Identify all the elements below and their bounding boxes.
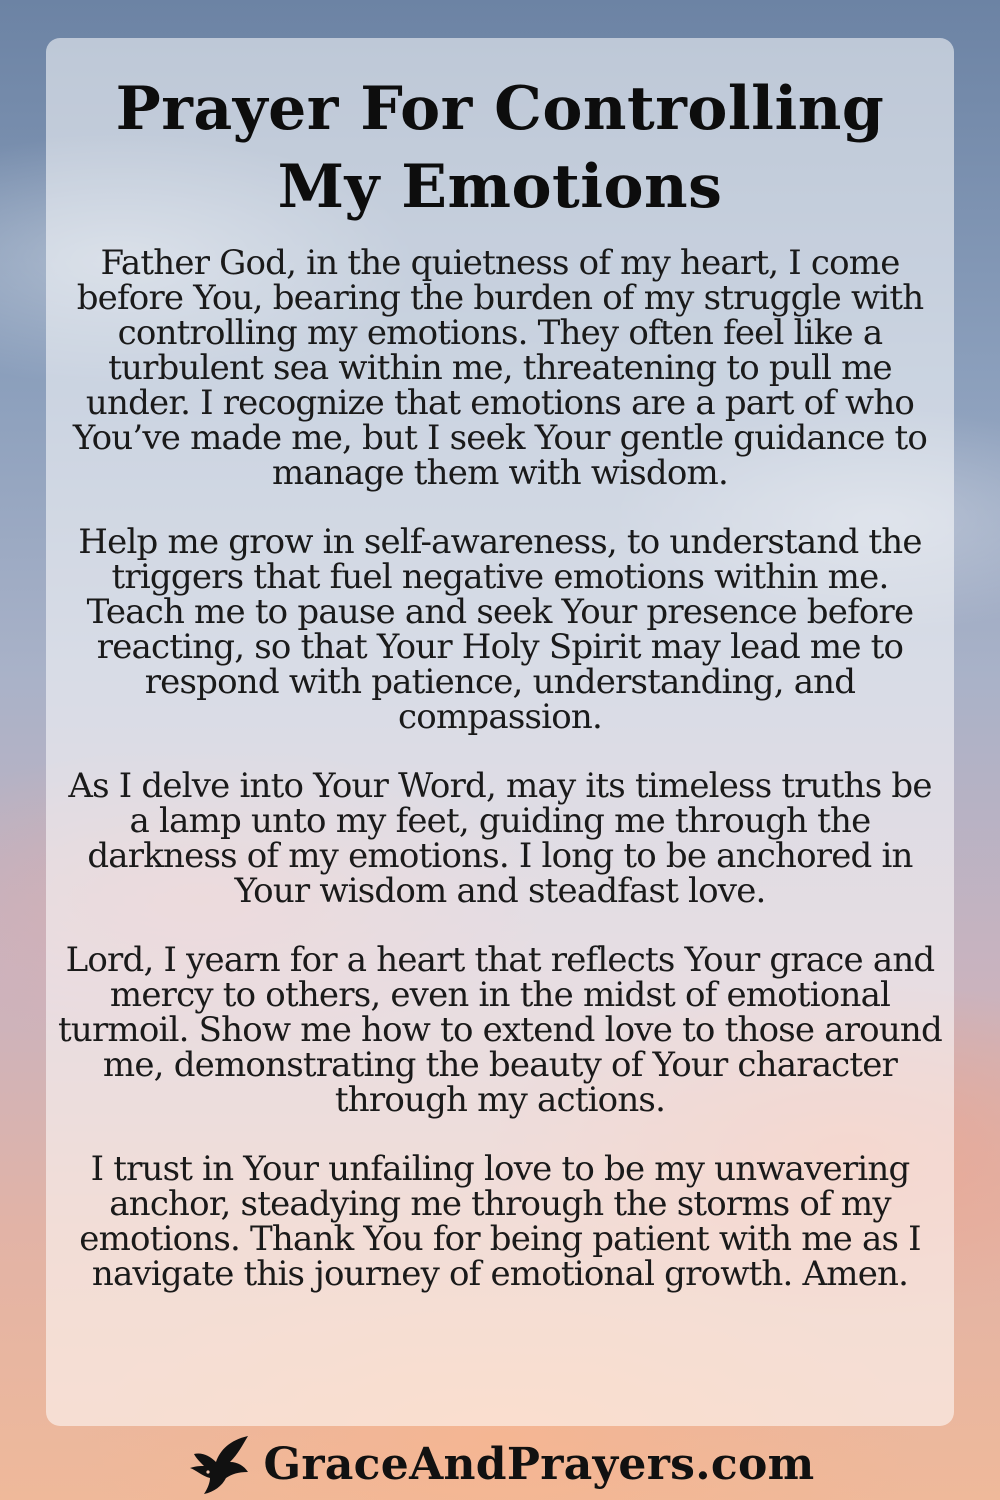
prayer-paragraph-2: Help me grow in self-awareness, to understand the triggers that fuel negative emotions within me. Teach me to pause and seek Your presence before reacting, so that Your Holy Spirit may lead me to respond with patience, understanding, and compassion. <box>78 522 922 737</box>
title-line-2: My Emotions <box>277 152 723 222</box>
title-line-1: Prayer For Controlling <box>115 74 885 144</box>
prayer-paragraph-4: Lord, I yearn for a heart that reflects Your grace and mercy to others, even in the midst of emotional turmoil. Show me how to extend love to those around me, demonstrating the beauty of Your character through my actions. <box>58 940 942 1120</box>
site-footer <box>0 1428 1000 1500</box>
page-title <box>46 70 954 226</box>
prayer-paragraph-3: As I delve into Your Word, may its timeless truths be a lamp unto my feet, guiding me through the darkness of my emotions. I long to be anchored in Your wisdom and steadfast love. <box>68 766 932 911</box>
prayer-body <box>46 243 954 1326</box>
prayer-paragraph-5: I trust in Your unfailing love to be my unwavering anchor, steadying me through the storms of my emotions. Thank You for being patient with me as I navigate this journey of emotional growth. Amen. <box>79 1149 921 1294</box>
site-name: GraceAndPrayers.com <box>263 1438 815 1490</box>
prayer-paragraph-1: Father God, in the quietness of my heart, I come before You, bearing the burden of my struggle with controlling my emotions. They often feel like a turbulent sea within me, threatening to pull me under. I recognize that emotions are a part of who You’ve made me, but I seek Your gentle guidance to manage them with wisdom. <box>72 243 928 493</box>
dove-icon <box>186 1432 256 1496</box>
